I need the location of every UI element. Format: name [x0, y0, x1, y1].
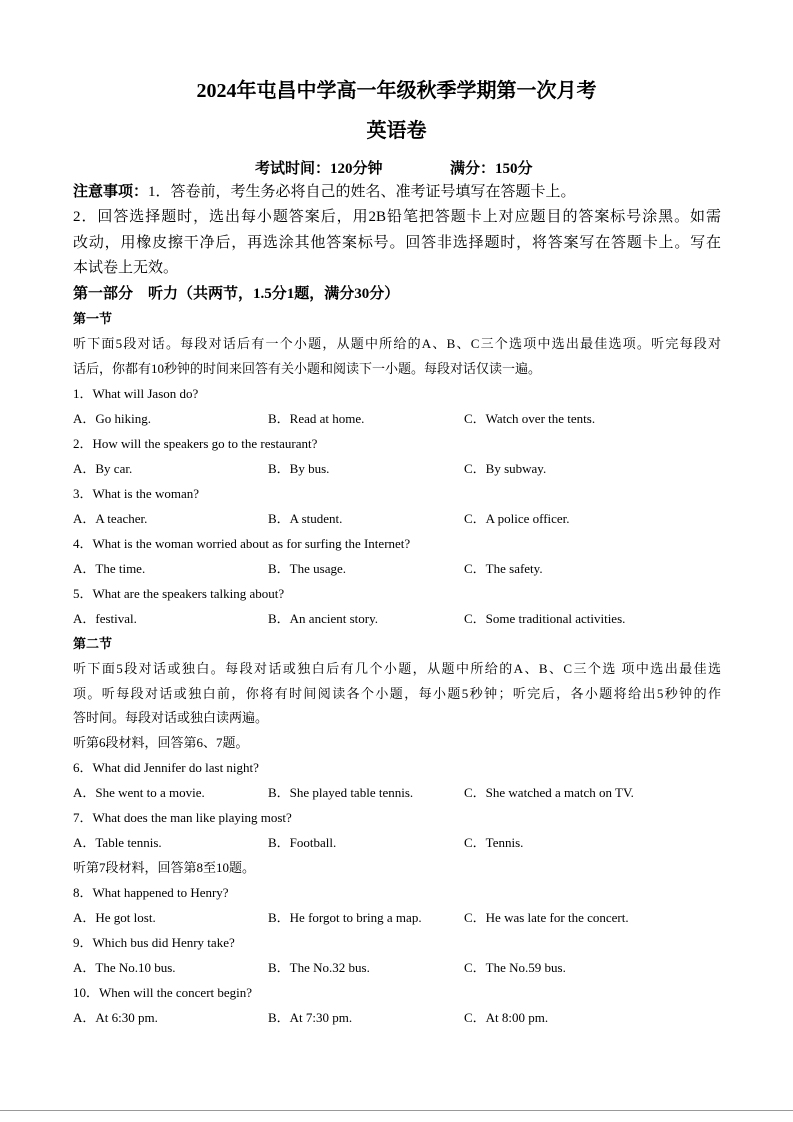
- question-9-option-c: C．The No.59 bus.: [464, 960, 566, 975]
- question-6-option-a: A．She went to a movie.: [73, 785, 205, 800]
- section2-heading: 第二节: [73, 636, 113, 651]
- question-3-option-a: A．A teacher.: [73, 511, 148, 526]
- question-9: 9．Which bus did Henry take?: [73, 935, 235, 950]
- notes-line-4: 本试卷上无效。: [73, 260, 179, 276]
- notes-line-2: 2．回答选择题时，选出每小题答案后，用2B铅笔把答题卡上对应题目的答案标号涂黑。如需: [73, 209, 721, 225]
- question-7-option-c: C．Tennis.: [464, 835, 524, 850]
- question-1: 1．What will Jason do?: [73, 386, 199, 401]
- page-bottom-divider: [0, 1110, 793, 1111]
- section1-heading: 第一节: [73, 311, 113, 326]
- question-1-option-c: C．Watch over the tents.: [464, 411, 596, 426]
- section2-instructions-1: 听下面5段对话或独白。每段对话或独白后有几个小题，从题中所给的A、B、C三个选 项中选出最佳选: [73, 661, 721, 676]
- question-4: 4．What is the woman worried about as for surfing the Internet?: [73, 536, 411, 551]
- exam-subtitle: 英语卷: [366, 120, 427, 142]
- notes-line-3: 改动，用橡皮擦干净后，再选涂其他答案标号。回答非选择题时，将答案写在答题卡上。写在: [73, 235, 721, 251]
- question-10: 10．When will the concert begin?: [73, 985, 253, 1000]
- question-3: 3．What is the woman?: [73, 486, 199, 501]
- question-5-option-b: B．An ancient story.: [268, 611, 378, 626]
- notes-text-1: 1．答卷前，考生务必将自己的姓名、准考证号填写在答题卡上。: [148, 184, 576, 200]
- exam-title: 2024年屯昌中学高一年级秋季学期第一次月考: [196, 80, 597, 102]
- question-2-option-b: B．By bus.: [268, 461, 330, 476]
- section2-instructions-2: 项。听每段对话或独白前，你将有时间阅读各个小题，每小题5秒钟；听完后，各小题将给出5秒钟的作: [73, 686, 721, 701]
- notes-label: 注意事项：: [73, 184, 149, 200]
- question-4-option-a: A．The time.: [73, 561, 146, 576]
- question-2-option-c: C．By subway.: [464, 461, 547, 476]
- question-10-option-b: B．At 7:30 pm.: [268, 1010, 353, 1025]
- question-6-option-b: B．She played table tennis.: [268, 785, 414, 800]
- question-7-option-b: B．Football.: [268, 835, 337, 850]
- section2-instructions-3: 答时间。每段对话或独白读两遍。: [73, 710, 269, 725]
- question-4-option-c: C．The safety.: [464, 561, 543, 576]
- question-3-option-b: B．A student.: [268, 511, 343, 526]
- question-8-option-b: B．He forgot to bring a map.: [268, 910, 422, 925]
- question-9-option-b: B．The No.32 bus.: [268, 960, 370, 975]
- question-7-option-a: A．Table tennis.: [73, 835, 162, 850]
- question-9-option-a: A．The No.10 bus.: [73, 960, 176, 975]
- question-5: 5．What are the speakers talking about?: [73, 586, 285, 601]
- question-2: 2．How will the speakers go to the restaurant?: [73, 436, 318, 451]
- section1-instructions-1: 听下面5段对话。每段对话后有一个小题，从题中所给的A、B、C三个选项中选出最佳选项。听完每段对: [73, 336, 721, 351]
- question-10-option-a: A．At 6:30 pm.: [73, 1010, 158, 1025]
- question-2-option-a: A．By car.: [73, 461, 133, 476]
- question-1-option-a: A．Go hiking.: [73, 411, 152, 426]
- question-7: 7．What does the man like playing most?: [73, 810, 292, 825]
- exam-time: 考试时间：120分钟: [255, 161, 383, 177]
- question-6-option-c: C．She watched a match on TV.: [464, 785, 634, 800]
- exam-score: 满分：150分: [450, 161, 533, 177]
- question-5-option-c: C．Some traditional activities.: [464, 611, 626, 626]
- question-8-option-a: A．He got lost.: [73, 910, 156, 925]
- section1-instructions-2: 话后，你都有10秒钟的时间来回答有关小题和阅读下一小题。每段对话仅读一遍。: [73, 361, 542, 376]
- question-4-option-b: B．The usage.: [268, 561, 346, 576]
- question-8: 8．What happened to Henry?: [73, 885, 229, 900]
- question-5-option-a: A．festival.: [73, 611, 137, 626]
- question-10-option-c: C．At 8:00 pm.: [464, 1010, 549, 1025]
- material-note-7: 听第7段材料，回答第8至10题。: [73, 860, 256, 875]
- part1-heading: 第一部分 听力（共两节，1.5分1题，满分30分）: [73, 286, 400, 302]
- material-note-6: 听第6段材料，回答第6、7题。: [73, 735, 249, 750]
- notes-line-1: [73, 183, 576, 201]
- question-1-option-b: B．Read at home.: [268, 411, 365, 426]
- question-8-option-c: C．He was late for the concert.: [464, 910, 629, 925]
- question-6: 6．What did Jennifer do last night?: [73, 760, 259, 775]
- question-3-option-c: C．A police officer.: [464, 511, 570, 526]
